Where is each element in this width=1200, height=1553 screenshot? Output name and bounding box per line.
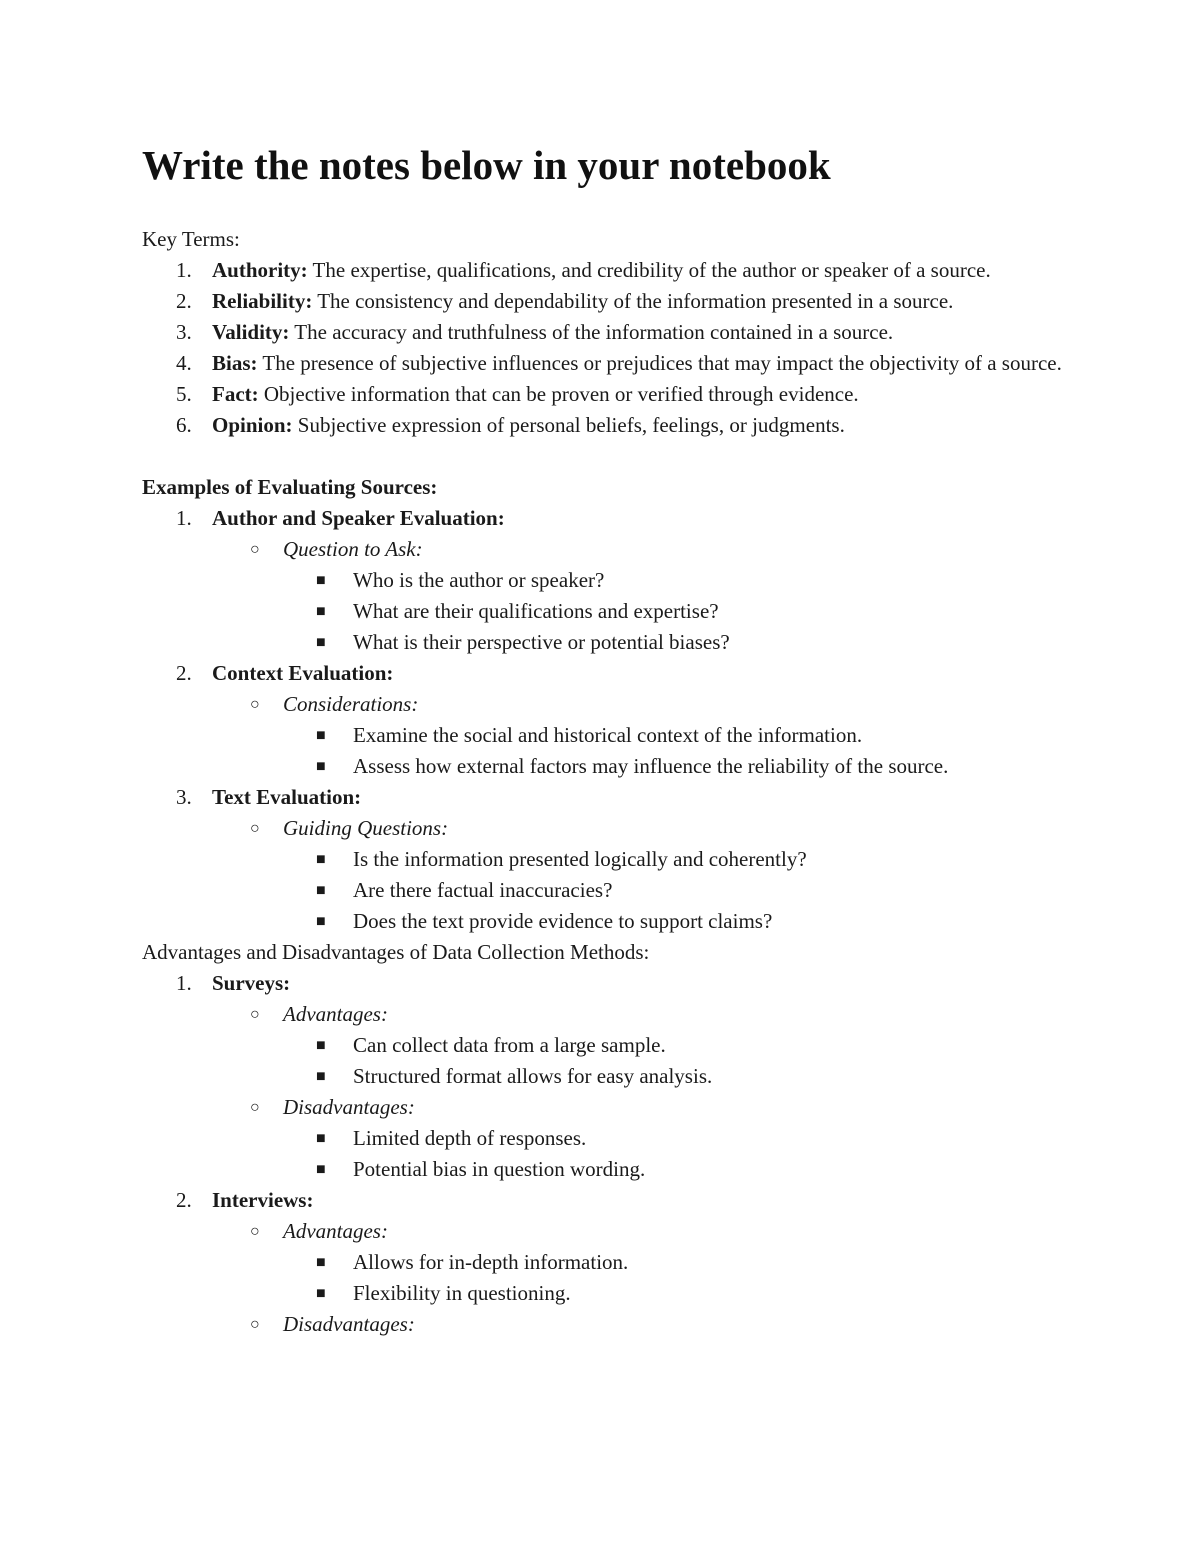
term-definition: Subjective expression of personal beliefs, feelings, or judgments. [297,413,845,437]
key-term-item [142,255,1062,286]
circle-bullet-icon: ○ [250,820,260,837]
key-term-item [142,286,1062,317]
circle-bullet-icon: ○ [250,1006,260,1023]
sub-heading: ○ Disadvantages: [142,1309,1062,1340]
circle-bullet-icon: ○ [250,541,260,558]
bullet-item: ■ Are there factual inaccuracies? [142,875,1062,906]
evaluating-heading: Examples of Evaluating Sources: [142,475,438,499]
key-term-item [142,317,1062,348]
evaluation-item [142,503,1062,658]
square-bullet-icon: ■ [316,634,326,651]
evaluation-item [142,782,1062,937]
square-bullet-icon: ■ [316,1161,326,1178]
term-label: Validity: [212,320,290,344]
evaluating-list [142,503,1062,937]
term-definition: Objective information that can be proven or verified through evidence. [263,382,859,406]
list-number: 2. [176,1188,192,1212]
circle-bullet-icon: ○ [250,1316,260,1333]
method-label: Surveys: [212,971,291,995]
notes-content [142,224,1062,1340]
bullet-item: ■ Structured format allows for easy analysis. [142,1061,1062,1092]
term-label: Authority: [212,258,308,282]
term-definition: The consistency and dependability of the information presented in a source. [317,289,954,313]
list-number: 1. [176,506,192,530]
bullet-item: ■ Examine the social and historical context of the information. [142,720,1062,751]
sub-heading: ○ Considerations: [142,689,1062,720]
square-bullet-icon: ■ [316,1130,326,1147]
square-bullet-icon: ■ [316,727,326,744]
key-term-item [142,410,1062,441]
key-terms-heading: Key Terms: [142,227,240,251]
evaluation-label: Text Evaluation: [212,785,362,809]
term-label: Bias: [212,351,258,375]
data-collection-list [142,968,1062,1340]
square-bullet-icon: ■ [316,913,326,930]
square-bullet-icon: ■ [316,882,326,899]
bullet-item: ■ What is their perspective or potential biases? [142,627,1062,658]
term-definition: The presence of subjective influences or prejudices that may impact the objectivity of a source. [262,351,1062,375]
term-definition: The expertise, qualifications, and credibility of the author or speaker of a source. [312,258,991,282]
spacer [142,441,1062,472]
list-number: 3. [176,320,192,344]
circle-bullet-icon: ○ [250,1223,260,1240]
sub-heading: ○ Guiding Questions: [142,813,1062,844]
square-bullet-icon: ■ [316,1037,326,1054]
term-label: Fact: [212,382,259,406]
square-bullet-icon: ■ [316,1068,326,1085]
list-number: 5. [176,382,192,406]
square-bullet-icon: ■ [316,572,326,589]
sub-heading: ○ Question to Ask: [142,534,1062,565]
sub-heading: ○ Disadvantages: [142,1092,1062,1123]
circle-bullet-icon: ○ [250,696,260,713]
term-label: Opinion: [212,413,293,437]
term-label: Reliability: [212,289,313,313]
bullet-item: ■ Flexibility in questioning. [142,1278,1062,1309]
sub-heading: ○ Advantages: [142,999,1062,1030]
sub-heading: ○ Advantages: [142,1216,1062,1247]
list-number: 2. [176,289,192,313]
list-number: 1. [176,971,192,995]
bullet-item: ■ Can collect data from a large sample. [142,1030,1062,1061]
circle-bullet-icon: ○ [250,1099,260,1116]
key-terms-list [142,255,1062,441]
bullet-item: ■ Potential bias in question wording. [142,1154,1062,1185]
square-bullet-icon: ■ [316,1285,326,1302]
square-bullet-icon: ■ [316,1254,326,1271]
key-term-item [142,379,1062,410]
method-label: Interviews: [212,1188,314,1212]
list-number: 3. [176,785,192,809]
list-number: 2. [176,661,192,685]
bullet-item: ■ What are their qualifications and expertise? [142,596,1062,627]
evaluation-label: Context Evaluation: [212,661,394,685]
bullet-item: ■ Who is the author or speaker? [142,565,1062,596]
bullet-item: ■ Allows for in-depth information. [142,1247,1062,1278]
method-item [142,968,1062,1185]
method-item [142,1185,1062,1340]
list-number: 4. [176,351,192,375]
square-bullet-icon: ■ [316,851,326,868]
evaluation-item [142,658,1062,782]
list-number: 6. [176,413,192,437]
square-bullet-icon: ■ [316,603,326,620]
bullet-item: ■ Does the text provide evidence to support claims? [142,906,1062,937]
bullet-item: ■ Is the information presented logically and coherently? [142,844,1062,875]
page-title: Write the notes below in your notebook [142,142,831,188]
data-collection-heading: Advantages and Disadvantages of Data Collection Methods: [142,940,650,964]
term-definition: The accuracy and truthfulness of the information contained in a source. [294,320,894,344]
bullet-item: ■ Assess how external factors may influence the reliability of the source. [142,751,1062,782]
list-number: 1. [176,258,192,282]
square-bullet-icon: ■ [316,758,326,775]
evaluation-label: Author and Speaker Evaluation: [212,506,505,530]
key-term-item [142,348,1062,379]
bullet-item: ■ Limited depth of responses. [142,1123,1062,1154]
